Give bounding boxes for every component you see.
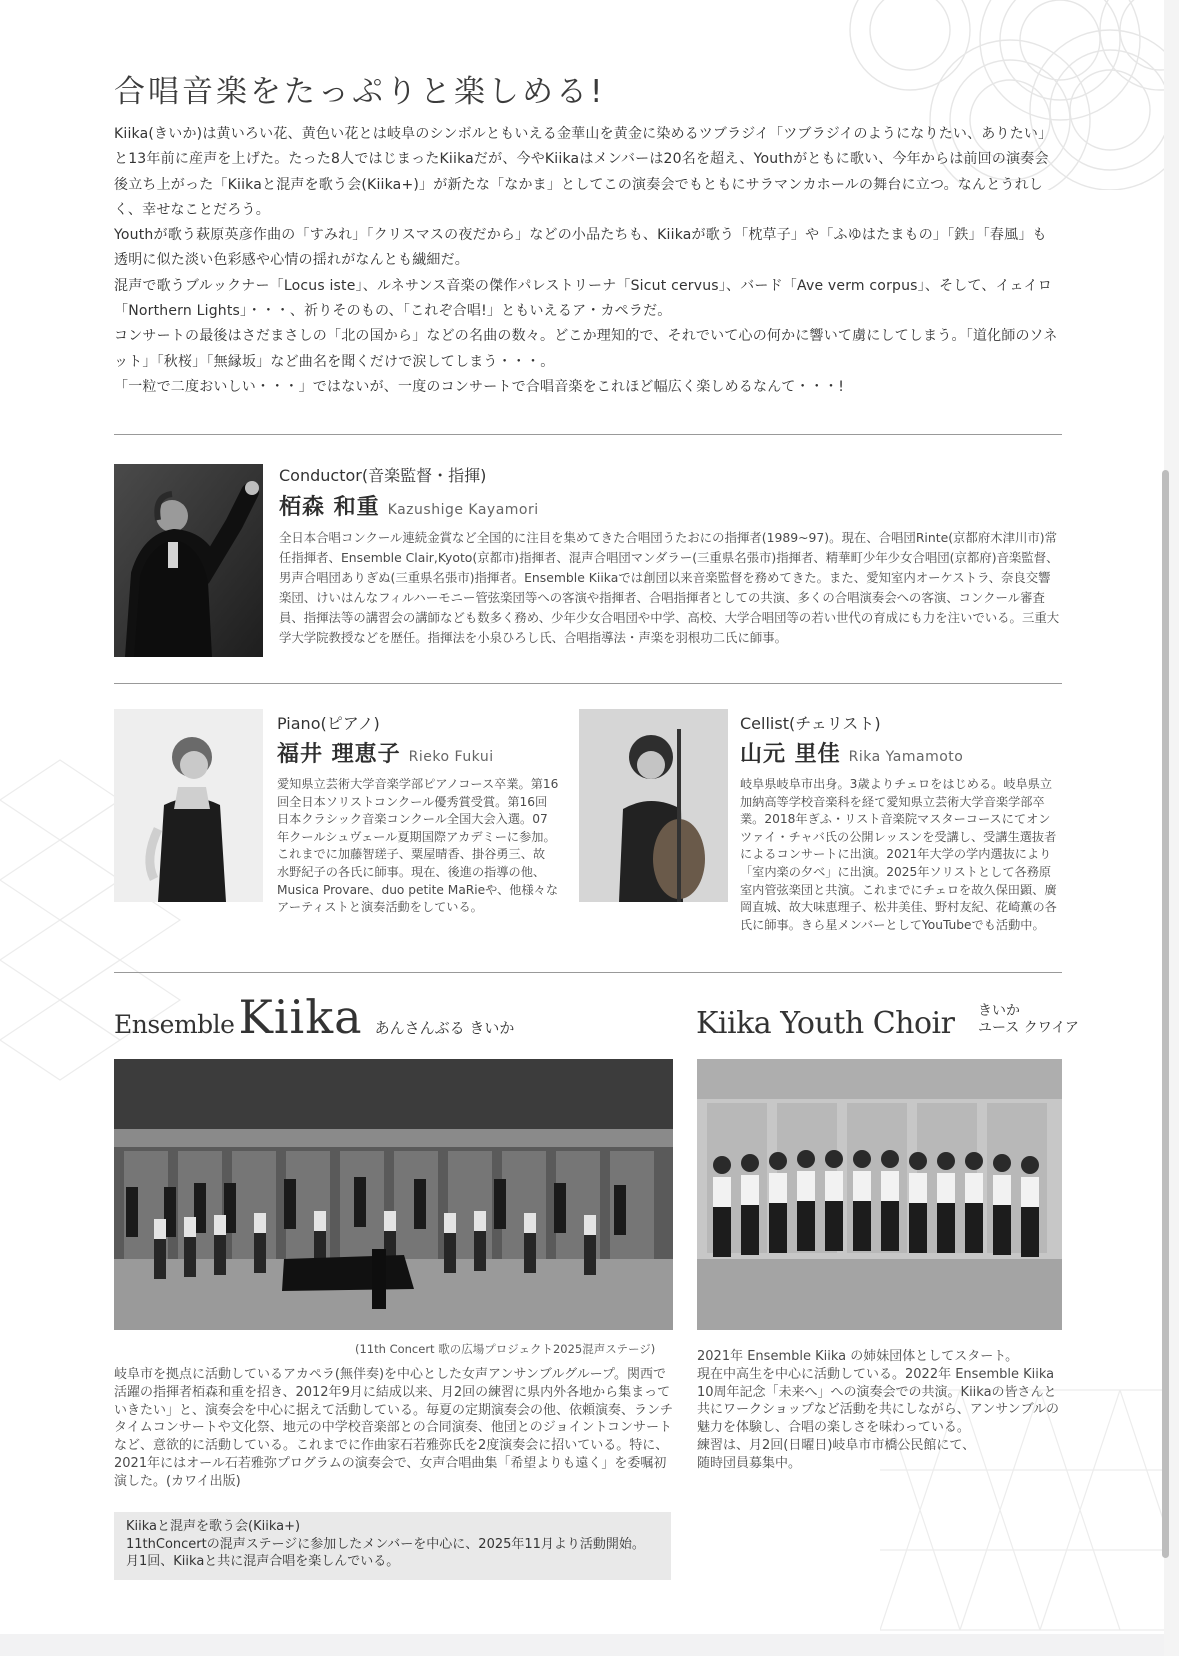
youth-description-line: 随時団員募集中。 (697, 1455, 802, 1471)
logo-word-ensemble: Ensemble (114, 1010, 235, 1039)
youth-description-line: 2021年 Ensemble Kiika の姉妹団体としてスタート。 (697, 1349, 1019, 1364)
logo-kana: あんさんぶる きいか (374, 1019, 515, 1037)
youth-description-line: 現在中高生を中心に活動している。2022年 Ensemble Kiika 10周年記念「未来へ」への演奏会での共演。Kiikaの皆さんと共にワークショップなど活動を共にしながら、アンサンブルの魅力を体験し、合唱の楽しさを味わっている。 (697, 1366, 1060, 1436)
intro-text (114, 122, 1060, 400)
kiika-plus-box (114, 1512, 671, 1580)
youth-choir-kana (978, 1003, 1079, 1037)
intro-paragraph: Youthが歌う萩原英彦作曲の「すみれ」「クリスマスの夜だから」などの小品たちも、Kiikaが歌う「枕草子」や「ふゆはたまもの」「鉄」「春風」も透明に似た淡い色彩感や心情の揺れがなんとも繊細だ。 (114, 227, 1047, 269)
pianist-bio: 愛知県立芸術大学音楽学部ピアノコース卒業。第16回全日本ソリストコンクール優秀賞受賞。第16回日本クラシック音楽コンクール全国大会入選。07年クールシュヴェール夏期国際アカデミーに参加。これまでに加藤智瑳子、粟屋晴香、掛谷勇三、故 水野紀子の各氏に師事。現在、後進の指導の他、Musica Provare、duo petite MaRieや、他様々なアーティストと演奏活動をしている。 (277, 777, 559, 915)
kiika-plus-line: 月1回、Kiikaと共に混声合唱を楽しんでいる。 (126, 1554, 400, 1570)
pianist-name-jp: 福井 理恵子 (277, 742, 401, 767)
intro-paragraph: 「一粒で二度おいしい・・・」ではないが、一度のコンサートで合唱音楽をこれほど幅広く楽しめるなんて・・・! (114, 378, 845, 395)
cellist-bio: 岐阜県岐阜市出身。3歳よりチェロをはじめる。岐阜県立加納高等学校音楽科を経て愛知県立芸術大学音楽学部卒業。2018年ぎふ・リスト音楽院マスターコースにてオンツァイ・チャバ氏の公開レッスンを受講し、受講生選抜者によるコンサートに出演。2021年大学の学内選抜により「室内楽の夕べ」に出演。2025年ソリストとして各務原室内管弦楽団と共演。これまでにチェロを故久保田顕、廣岡直城、故大味恵理子、松井美佳、野村友紀、花崎薫の各氏に師事。きら星メンバーとしてYouTubeでも活動中。 (740, 777, 1057, 932)
conductor-photo (114, 464, 263, 657)
conductor-name-en: Kazushige Kayamori (387, 502, 539, 518)
kiika-plus-title: Kiikaと混声を歌う会(Kiika+) (126, 1519, 301, 1534)
youth-kana-line: ユース クワイア (978, 1020, 1079, 1036)
intro-paragraph: 混声で歌うブルックナー「Locus iste」、ルネサンス音楽の傑作パレストリーナ「Sicut cervus」、バード「Ave verm corpus」、そして、イェイロ「Northern Lights」・・・、祈りそのもの、「これぞ合唱!」ともいえるア・カペラだ。 (114, 277, 1053, 320)
cellist-name (740, 737, 963, 768)
divider-rule (114, 683, 1062, 684)
youth-choir-logo: Kiika Youth Choir (696, 1006, 955, 1041)
ensemble-description: 岐阜市を拠点に活動しているアカペラ(無伴奏)を中心とした女声アンサンブルグループ。関西で活躍の指揮者栢森和重を招き、2012年9月に結成以来、月2回の練習に県内外各地から集まっていきたい」と、演奏会を中心に据えて活動している。毎夏の定期演奏会の他、依頼演奏、ランチタイムコンサートや文化祭、地元の中学校音楽部との合同演奏、他団とのジョイントコンサートなど、意欲的に活動している。これまでに作曲家石若雅弥氏を2度演奏会に招いている。特に、2021年にはオール石若雅弥プログラムの演奏会で、女声合唱曲集「希望よりも遠く」を委嘱初演した。(カワイ出版) (114, 1367, 674, 1489)
intro-paragraph: Kiika(きいか)は黄いろい花、黄色い花とは岐阜のシンボルともいえる金華山を黄金に染めるツブラジイ「ツブラジイのようになりたい、ありたい」と13年前に産声を上げた。たった8人ではじまったKiikaだが、今やKiikaはメンバーは20名を超え、Youthがともに歌い、今年からは前回の演奏会後立ち上がった「Kiikaと混声を歌う会(Kiika+)」が新たな「なかま」としてこの演奏会でもともにサラマンカホールの舞台に立つ。なんとうれしく、幸せなことだろう。 (114, 126, 1053, 218)
cellist-role: Cellist(チェリスト) (740, 714, 881, 733)
divider-rule (114, 972, 1062, 973)
intro-paragraph: コンサートの最後はさだまさしの「北の国から」などの名曲の数々。どこか理知的で、それでいて心の何かに響いて虜にしてしまう。「道化師のソネット」「秋桜」「無縁坂」など曲名を聞くだけで涙してしまう・・・。 (114, 328, 1058, 370)
conductor-role: Conductor(音楽監督・指揮) (279, 466, 487, 485)
ensemble-photo (114, 1059, 673, 1330)
pianist-photo (114, 709, 263, 902)
conductor-name (279, 490, 539, 521)
youth-description (697, 1348, 1062, 1473)
cellist-name-en: Rika Yamamoto (848, 749, 964, 765)
pianist-name (277, 737, 494, 768)
youth-description-line: 練習は、月2回(日曜日)岐阜市市橋公民館にて、 (697, 1437, 976, 1453)
conductor-name-jp: 栢森 和重 (279, 495, 380, 520)
kiika-plus-line: 11thConcertの混声ステージに参加したメンバーを中心に、2025年11月より活動開始。 (126, 1536, 645, 1552)
logo-word-kiika: Kiika (238, 990, 363, 1044)
conductor-bio: 全日本合唱コンクール連続金賞など全国的に注目を集めてきた合唱団うたおにの指揮者(1989~97)。現在、合唱団Rinte(京都府木津川市)常任指揮者、Ensemble Clair,Kyoto(京都市)指揮者、混声合唱団マンダラー(三重県名張市)指揮者、精華町少年少女合唱団(京都府)音楽監督、男声合唱団ありぎぬ(三重県名張市)指揮者。Ensemble Kiikaでは創団以来音楽監督を務めてきた。また、愛知室内オーケストラ、奈良交響楽団、けいはんなフィルハーモニー管弦楽団等への客演や指揮者、合唱指揮者としての共演、多くの合唱演奏会への客演、コンクール審査員、指揮法等の講習会の講師なども数多く務め、少年少女合唱団や中学、高校、大学合唱団等の若い世代の育成にも力を注いでいる。三重大学大学院教授などを歴任。指揮法を小泉ひろし氏、合唱指導法・声楽を羽根功二氏に師事。 (279, 530, 1060, 645)
cellist-photo (579, 709, 728, 902)
cellist-name-jp: 山元 里佳 (740, 742, 841, 767)
pianist-name-en: Rieko Fukui (408, 749, 494, 765)
divider-rule (114, 434, 1062, 435)
ensemble-photo-caption: (11th Concert 歌の広場プロジェクト2025混声ステージ) (355, 1342, 656, 1356)
pianist-role: Piano(ピアノ) (277, 714, 380, 733)
youth-kana-line: きいか (978, 1003, 1020, 1019)
ensemble-kiika-logo (114, 990, 514, 1044)
vertical-scrollbar-thumb[interactable] (1162, 470, 1169, 1558)
youth-choir-photo (697, 1059, 1062, 1330)
page-headline: 合唱音楽をたっぷりと楽しめる! (114, 74, 606, 110)
